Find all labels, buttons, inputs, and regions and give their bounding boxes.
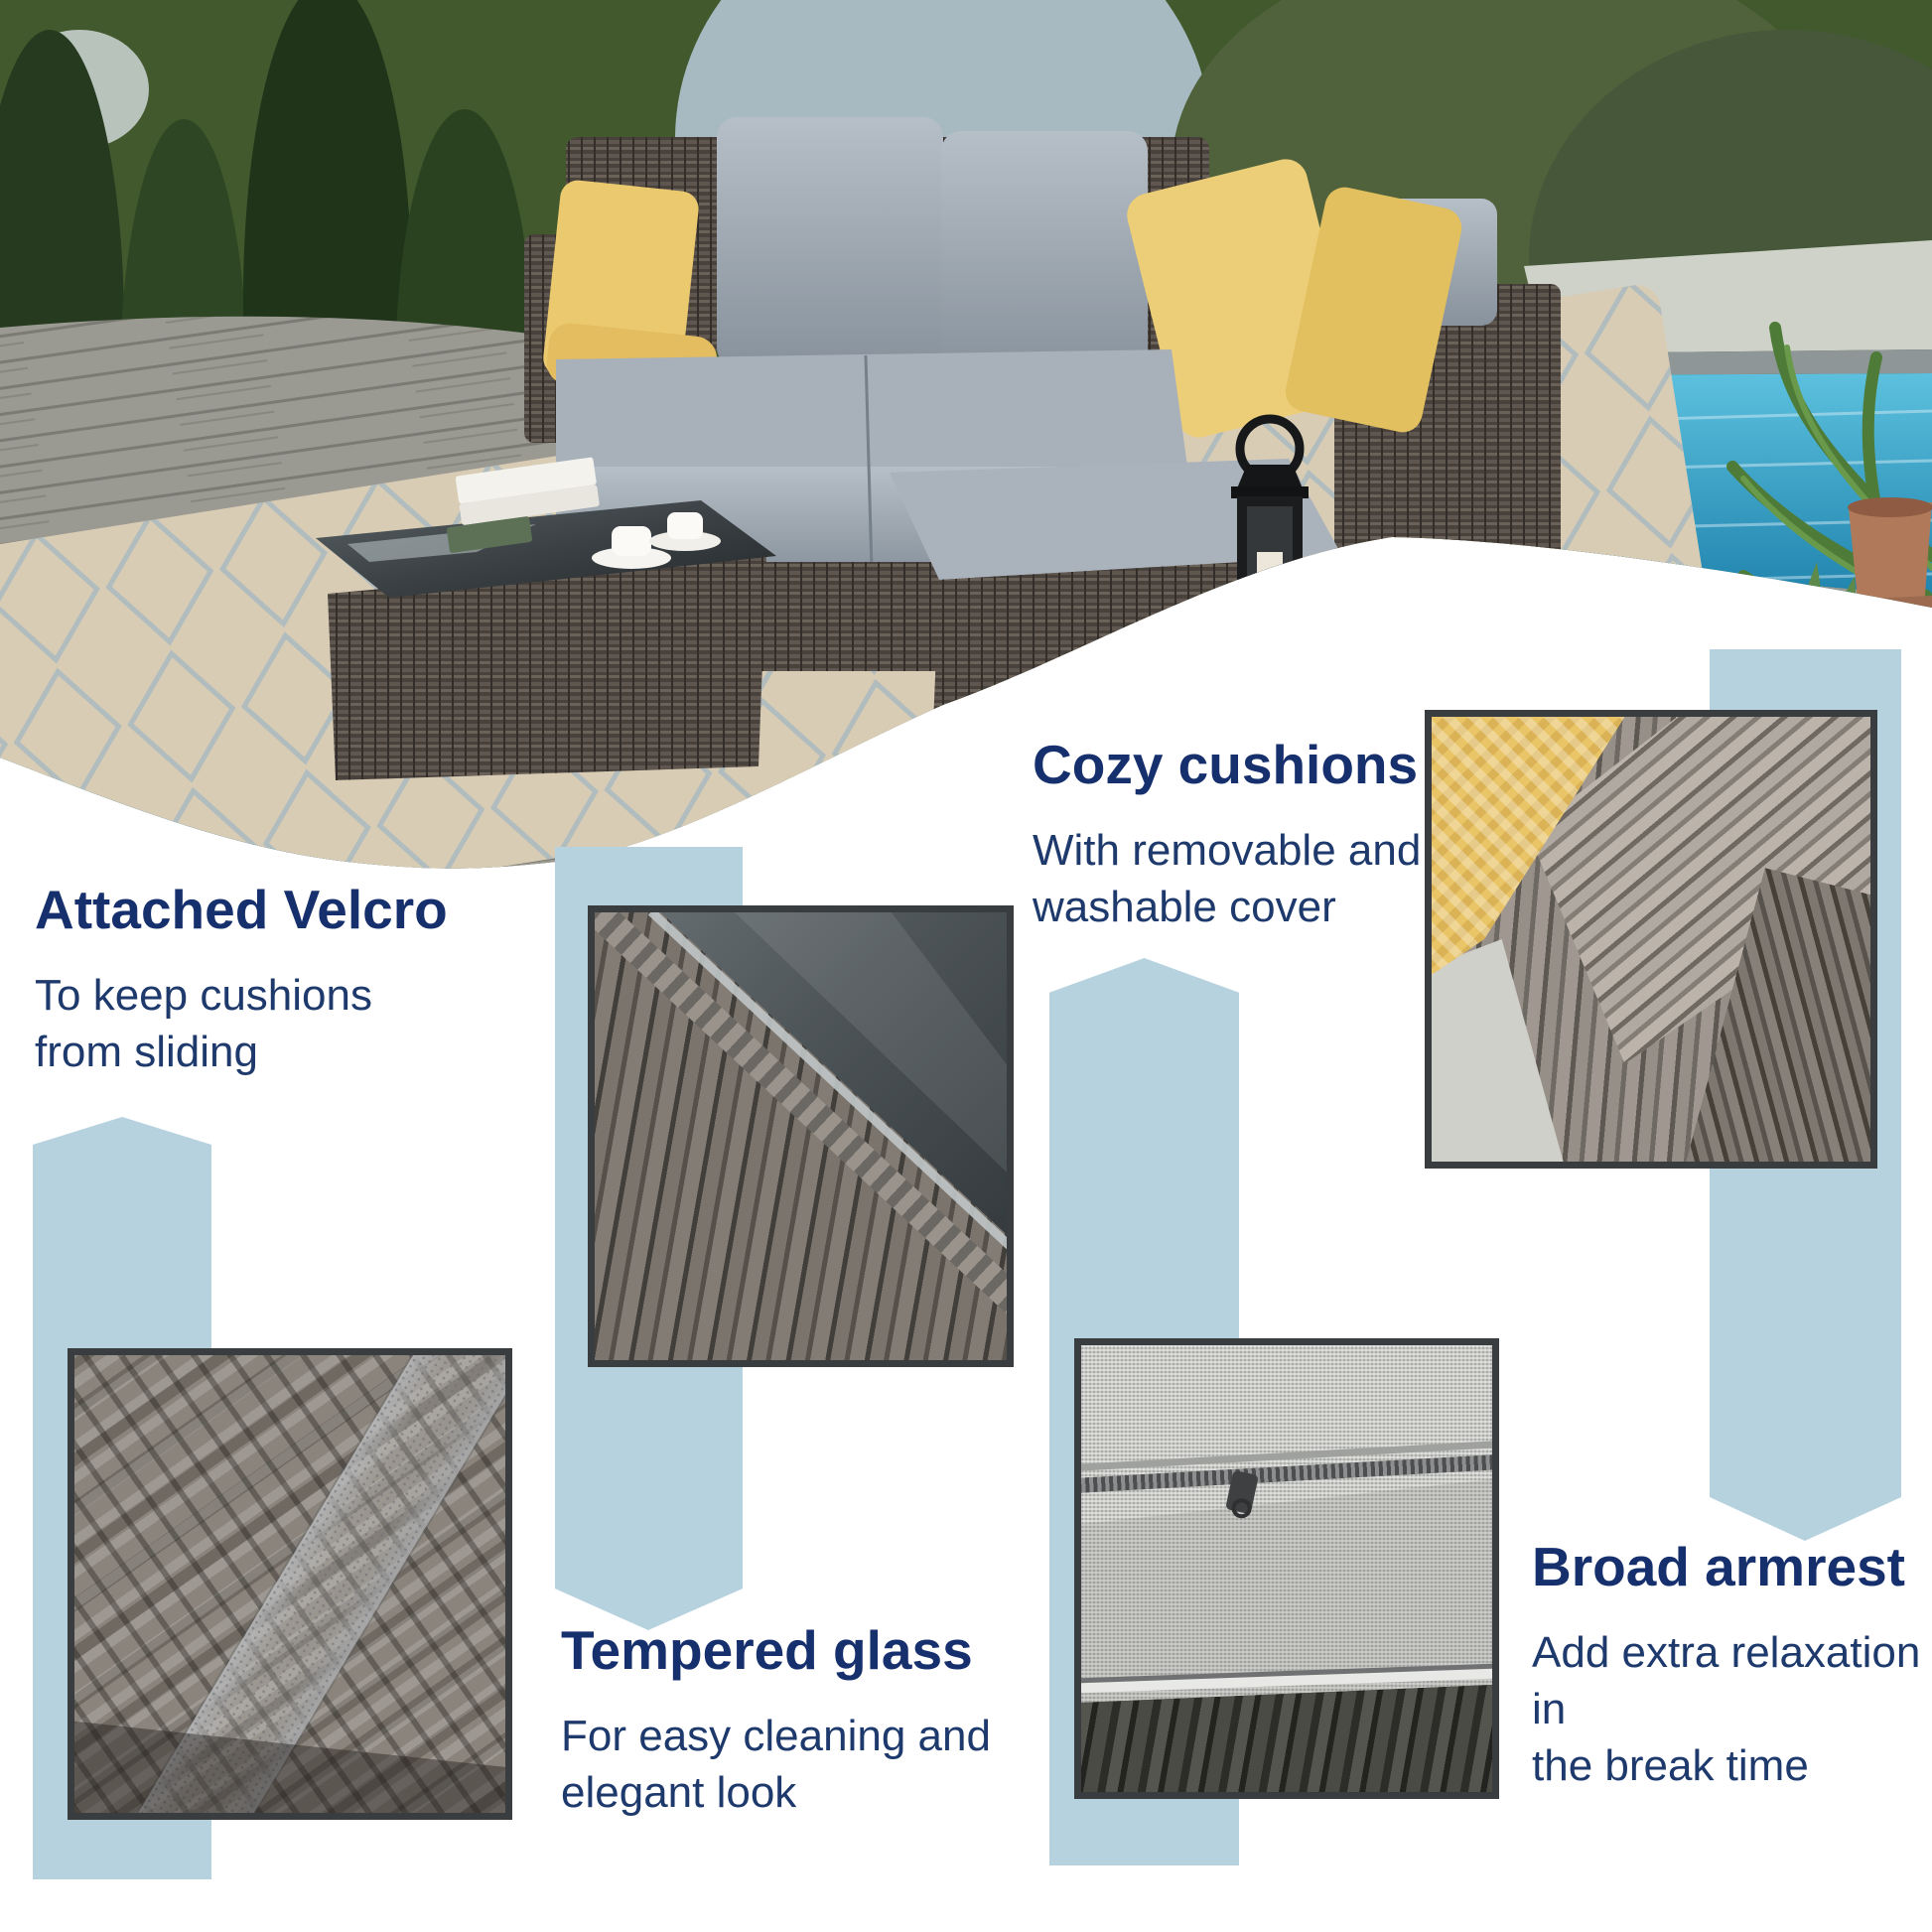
feature-cozy-cushions [1033, 733, 1421, 935]
cushion-zipper-detail-photo [1074, 1338, 1499, 1799]
feature-tempered-glass [561, 1618, 991, 1821]
feature-title: Attached Velcro [35, 879, 448, 940]
armrest-detail-photo [1425, 710, 1877, 1169]
feature-line: To keep cushions [35, 971, 372, 1020]
feature-line: the break time [1532, 1741, 1809, 1790]
feature-attached-velcro [35, 878, 448, 1080]
feature-broad-armrest [1532, 1535, 1932, 1794]
feature-line: elegant look [561, 1768, 797, 1817]
feature-title: Tempered glass [561, 1619, 973, 1681]
feature-line: washable cover [1033, 883, 1336, 931]
feature-line: Add extra relaxation in [1532, 1628, 1921, 1733]
feature-title: Cozy cushions [1033, 734, 1419, 795]
feature-line: For easy cleaning and [561, 1712, 991, 1760]
velcro-detail-photo [68, 1348, 512, 1820]
feature-title: Broad armrest [1532, 1536, 1905, 1597]
feature-line: With removable and [1033, 826, 1422, 875]
feature-line: from sliding [35, 1028, 258, 1076]
tempered-glass-detail-photo [588, 905, 1014, 1367]
